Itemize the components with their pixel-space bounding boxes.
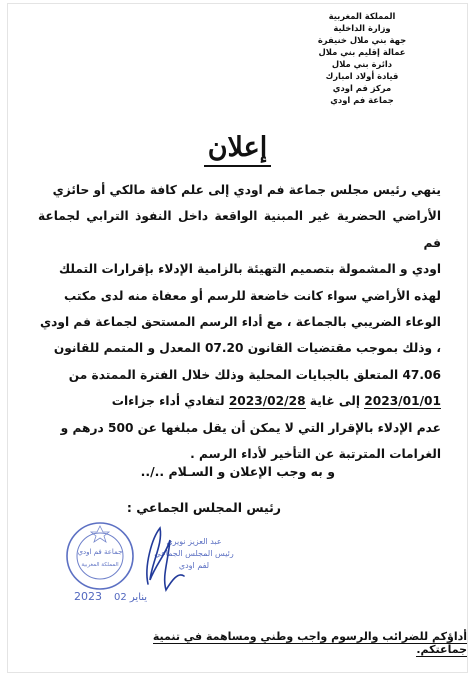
body-line-dates xyxy=(38,388,441,414)
letterhead-line: مركز فم اودي xyxy=(332,83,392,93)
letterhead-line: جماعة فم اودي xyxy=(330,95,394,105)
seal-center-text: جماعة فم اودي xyxy=(77,548,123,556)
body-line: الوعاء الضريبي بالجماعة ، مع أداء الرسم المستحق لجماعة فم اودي xyxy=(40,315,441,330)
stamp-name-line: رئيس المجلس الجماعي xyxy=(154,549,234,558)
signature-title: رئيس المجلس الجماعي : xyxy=(126,500,281,515)
closing-line: و به وجب الإعلان و السـلام ../.. xyxy=(140,464,335,479)
letterhead xyxy=(277,10,447,106)
letterhead-line: وزارة الداخلية xyxy=(333,23,391,33)
footer-slogan-text: أداؤكم للضرائب والرسوم واجب وطني ومساهمة في تنمية جماعتكم. xyxy=(152,630,467,656)
body-line: ينهي رئيس مجلس جماعة فم اودي إلى علم كافة مالكي أو حائزي xyxy=(52,183,441,197)
letterhead-line: قيادة أولاد امبارك xyxy=(325,71,399,81)
title-text: إعلان xyxy=(204,132,272,167)
body-line: اودي و المشمولة بتصميم التهيئة بالزامية الإدلاء بإقرارات التملك xyxy=(59,262,441,277)
letterhead-line: دائرة بني ملال xyxy=(331,59,393,69)
announcement-title xyxy=(8,132,467,163)
body-line: عدم الإدلاء بالإقرار التي لا يمكن أن يقل مبلغها عن 500 درهم و xyxy=(60,420,441,435)
stamp-name-line: عبد العزيز نويري xyxy=(166,537,222,546)
body-line: 47.06 المتعلق بالجبايات المحلية وذلك خلال الفترة الممتدة من xyxy=(68,367,441,382)
body-line: الأراضي الحضرية غير المبنية الواقعة داخل النفوذ الترابي لجماعة فم xyxy=(38,209,441,250)
round-seal xyxy=(67,523,133,589)
body-line: الغرامات المترتبة عن التأخير لأداء الرسم . xyxy=(190,447,441,462)
stamp-name-line: لفم اودي xyxy=(178,561,210,570)
footer-slogan xyxy=(128,630,467,656)
stamp-date-year: 2023 xyxy=(74,590,102,603)
announcement-body xyxy=(38,177,441,467)
letterhead-line: جهة بني ملال خنيفرة xyxy=(317,35,407,45)
date-to: 2023/02/28 xyxy=(228,394,306,409)
seal-ring-text: المملكة المغربية xyxy=(81,562,119,568)
body-line: ، وذلك بموجب مقتضيات القانون 07.20 المعدل و المتمم للقانون xyxy=(53,341,441,356)
date-until-text: إلى غاية xyxy=(305,394,365,409)
stamp-date-day: 02 يناير xyxy=(114,592,148,603)
date-from: 2023/01/01 xyxy=(364,394,441,409)
letterhead-line: عمالة إقليم بني ملال xyxy=(318,47,406,57)
date-rest-text: لتفادي أداء جزاءات xyxy=(111,394,229,409)
official-stamp-signature xyxy=(52,514,242,614)
document-page xyxy=(8,4,467,672)
letterhead-line: المملكة المغربية xyxy=(328,11,396,21)
body-line: لهذه الأراضي سواء كانت خاضعة للرسم أو معفاة منه لدى مكتب xyxy=(63,288,441,303)
